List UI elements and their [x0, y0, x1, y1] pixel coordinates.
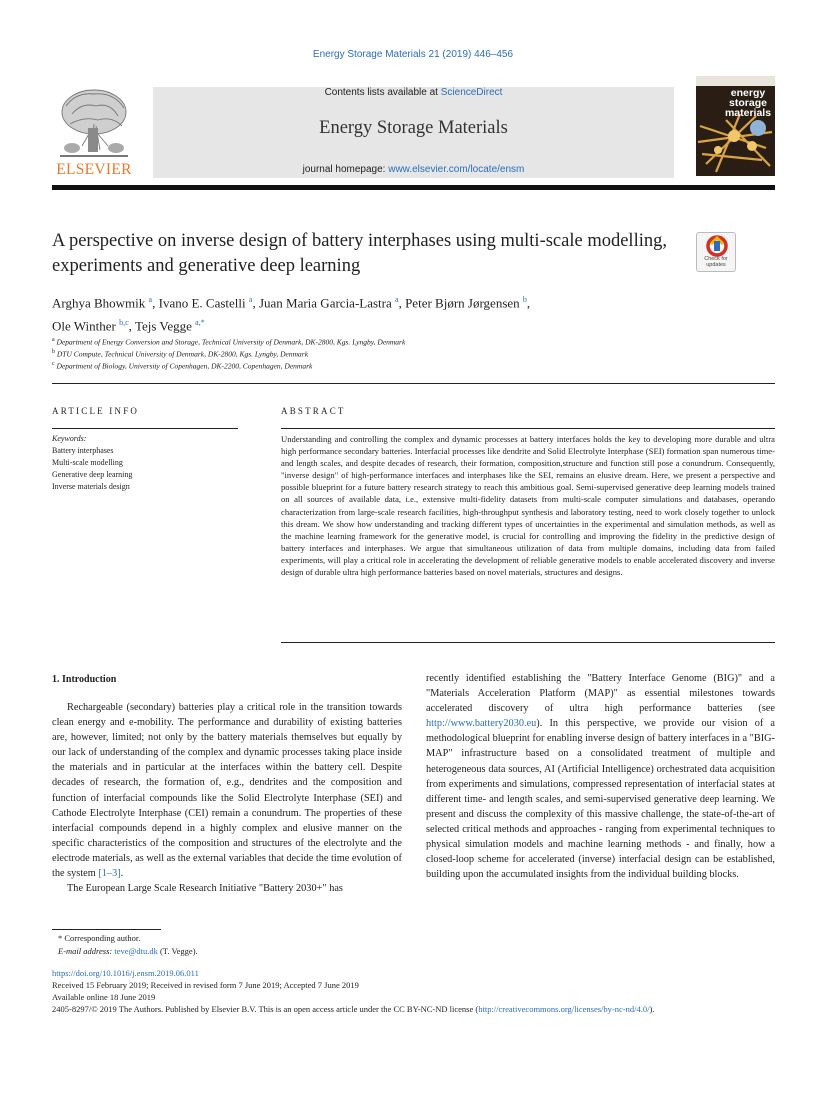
- paragraph: [52, 700, 402, 881]
- article-title: A perspective on inverse design of battery interphases using multi-scale modelling, experiments and generative deep learning: [52, 231, 667, 276]
- paragraph: The European Large Scale Research Initiative "Battery 2030+" has: [67, 883, 343, 895]
- affiliation-text: Department of Energy Conversion and Storage, Technical University of Denmark, DK-2800, Kgs. Lyngby, Denmark: [56, 337, 406, 347]
- bibliographic-info: [52, 967, 775, 1015]
- author-affiliation-mark[interactable]: a,*: [195, 318, 205, 328]
- contents-prefix: Contents lists available at: [324, 87, 441, 98]
- header-rule: [52, 185, 775, 190]
- received-dates: Received 15 February 2019; Received in revised form 7 June 2019; Accepted 7 June 2019: [52, 980, 359, 990]
- sciencedirect-link[interactable]: ScienceDirect: [440, 87, 503, 98]
- reference-link[interactable]: [1–3]: [98, 868, 121, 880]
- journal-cover-image[interactable]: [696, 76, 775, 176]
- author-name[interactable]: Ole Winther: [52, 318, 116, 334]
- author-affiliation-mark[interactable]: b: [522, 295, 527, 304]
- affiliation: [52, 361, 772, 371]
- author-affiliation-mark[interactable]: a: [395, 295, 399, 304]
- article-info-heading: ARTICLE INFO: [52, 406, 140, 416]
- keyword-item: Inverse materials design: [52, 482, 130, 491]
- email-suffix: (T. Vegge).: [157, 946, 198, 956]
- check-for-updates-label: Check for updates: [704, 256, 728, 268]
- license-link[interactable]: http://creativecommons.org/licenses/by-nc-nd/4.0/: [478, 1004, 650, 1014]
- journal-homepage-line: [153, 164, 674, 175]
- license-text: 2405-8297/© 2019 The Authors. Published by Elsevier B.V. This is an open access article under the CC BY-NC-ND license (: [52, 1004, 479, 1014]
- email-label: E-mail address:: [58, 946, 115, 956]
- affiliation-text: Department of Biology, University of Copenhagen, DK-2200, Copenhagen, Denmark: [56, 361, 313, 371]
- affiliation-text: DTU Compute, Technical University of Denmark, DK-2800, Kgs. Lyngby, Denmark: [56, 349, 309, 359]
- keywords-label: Keywords:: [52, 434, 87, 443]
- license-line: [52, 1003, 775, 1015]
- journal-name: Energy Storage Materials: [319, 118, 508, 138]
- keyword-item: Battery interphases: [52, 446, 114, 455]
- paragraph-text: recently identified establishing the "Battery Interface Genome (BIG)" and a "Materials Acceleration Platform (MAP)" as essential milestones towards accelerated discovery of ultra high performance batteries (see: [426, 673, 775, 715]
- author-name[interactable]: Ivano E. Castelli: [158, 295, 246, 311]
- keyword-item: Generative deep learning: [52, 470, 133, 479]
- journal-citation[interactable]: Energy Storage Materials 21 (2019) 446–456: [312, 49, 514, 60]
- paragraph-text: ). In this perspective, we provide our vision of a methodological blueprint for enabling inverse design of battery interfaces in a "BIG-MAP" infrastructure based on a consolidated treatment of multiple and heterogeneous data sources, AI (Artificial Intelligence) orchestrated data acquisition from experiments and simulations, compressed representation of interfacial states at different time- and length scales, and semi-supervised generative deep learning. We present and discuss the complexity of this massive challenge, the state-of-the-art of selected critical methods and approaches - ranging from experimental techniques to physical simulation models and machine learning methods - and finally, how a closed-loop scheme for accelerated (inverse) interfacial design can be established, building upon the accumulated insights from the individual building blocks.: [426, 718, 775, 881]
- corresponding-author-note: * Corresponding author.: [58, 933, 141, 943]
- abstract-rule: [281, 428, 775, 429]
- cover-title: energy storage materials: [724, 87, 772, 119]
- license-suffix: ).: [649, 1004, 655, 1014]
- footnote-rule: [52, 929, 161, 930]
- journal-homepage-link[interactable]: www.elsevier.com/locate/ensm: [388, 164, 525, 175]
- doi-link[interactable]: https://doi.org/10.1016/j.ensm.2019.06.011: [52, 968, 199, 978]
- keywords-block: [52, 433, 242, 493]
- abstract-text: Understanding and controlling the complex and dynamic processes at battery interfaces holds the key to developing more durable and ultra high performance secondary batteries. Interfacial processes like dendrite and Solid Electrolyte Interphase (SEI) formation span numerous time- and length scales, and despite decades of research, their formation, composition,structure and function still pose a conundrum. Consequently, "inverse design" of high-performance interfaces and interphases like the SEI, remains an elusive dream. Here, we present a perspective and possible blueprint for a future battery research strategy to reach this ambitious goal. Semi-supervised generative deep learning models trained on all sources of available data, i.e., extensive multi-fidelity datasets from multi-scale computer simulations and databases, operando characterization from large-scale research facilities, high-throughput synthesis and laboratory testing, need to work closely together to unlock this dream. We show how understanding and tracking different types of uncertainties in the experimental and simulation methods, as well as the machine learning framework for the generative model, is crucial for controlling and improving the fidelity in the predictive design of battery interfaces and interphases. We argue that simultaneous utilization of data from multiple domains, including data from failed experiments, will play a critical role in accelerating the development of reliable generative models to enable accelerated discovery and inverse design of durable ultra high performance batteries based on novel materials, structures and designs.: [281, 434, 775, 578]
- author-name[interactable]: Tejs Vegge: [134, 318, 192, 334]
- contents-available-line: [153, 87, 674, 98]
- publisher-logo-text: ELSEVIER: [56, 161, 132, 178]
- battery2030-link[interactable]: http://www.battery2030.eu: [426, 718, 537, 730]
- abstract-end-rule: [281, 642, 775, 643]
- email-link[interactable]: teve@dtu.dk: [114, 946, 158, 956]
- affiliation: [52, 349, 772, 359]
- author-affiliation-mark[interactable]: a: [148, 295, 153, 304]
- affiliation-mark: b: [52, 349, 55, 355]
- article-info-rule: [52, 428, 238, 429]
- author-name[interactable]: Juan Maria Garcia-Lastra: [258, 295, 392, 311]
- paragraph-text: Rechargeable (secondary) batteries play a critical role in the transition towards clean energy and e-mobility. The performance and durability of existing batteries are, however, limited; not only by the battery materials themselves but equally by our lack of understanding of the complex and dynamic processes taking place inside the materials and in particular at the interfaces within the battery cell. Despite decades of research, the formation of, e.g., dendrites and the composition and function of interfacial compounds like the Solid Electrolyte Interphase (SEI) and Cathode Electrolyte Interphase (CEI) remain a conundrum. The properties of these interfacial compounds depend in a highly complex and elusive manner on the specific characteristics of the composition and structures of the electrolyte and the electrode materials, as well as the external variables that decide the time evolution of the system: [52, 702, 402, 880]
- paragraph: [426, 671, 775, 882]
- affiliation: [52, 337, 772, 347]
- corresponding-author-footnote: [52, 932, 452, 958]
- author-affiliation-mark[interactable]: a: [248, 295, 253, 304]
- homepage-prefix: journal homepage:: [302, 164, 389, 175]
- abstract-heading: ABSTRACT: [281, 406, 346, 416]
- introduction-heading: 1. Introduction: [52, 674, 117, 685]
- body-column-right: [426, 671, 775, 882]
- paragraph-text: .: [120, 868, 124, 880]
- affiliation-mark: a: [52, 337, 55, 343]
- body-column-left: [52, 700, 402, 896]
- author-affiliation-mark[interactable]: b,c: [119, 318, 129, 328]
- section-divider: [52, 383, 775, 384]
- author-name[interactable]: Arghya Bhowmik: [52, 295, 146, 311]
- affiliation-mark: c: [52, 361, 55, 367]
- author-name[interactable]: Peter Bjørn Jørgensen: [405, 295, 520, 311]
- keyword-item: Multi-scale modelling: [52, 458, 123, 467]
- available-online-date: Available online 18 June 2019: [52, 992, 156, 1002]
- author-list: Arghya Bhowmik $^a$, Ivano E. Castelli $^a$, Juan Maria Garcia-Lastra $^a$, Peter Bjørn Jørgensen $^b$, Ole Winther $^{b,c}$, Tejs Vegge $^{a,*}$: [52, 295, 531, 334]
